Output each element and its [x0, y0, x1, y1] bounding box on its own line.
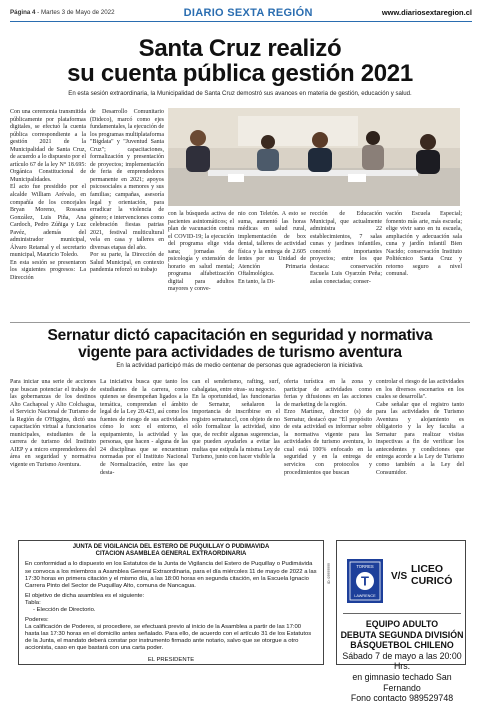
notice-objective: El objetivo de dicha asamblea es el siguiente: — [25, 592, 145, 599]
basketball-ad — [336, 540, 466, 704]
article1-col4: nio con Teletón. A esto se suma, aumentó las horas médicas en salud rural, implementación de box dental, talleres de actividad física y la entrega de 2.605 lentes por su Unidad de Atención Primaria Oftalmológica. En tanto, la Di- — [238, 211, 306, 285]
article1-photo — [168, 108, 460, 206]
logo-top-text: TORRES — [356, 564, 374, 569]
assembly-notice — [18, 540, 324, 665]
event-date: Sábado 7 de mayo a las 20:00 Hrs. — [342, 650, 462, 672]
page-header — [10, 4, 472, 22]
ad-divider — [343, 613, 461, 614]
notice-heading1: JUNTA DE VIGILANCIA DEL ESTERO DE PUQUILLAY O PUDIMAVIDA — [72, 544, 270, 550]
notice-powers-text: La calificación de Poderes, si procediere, se efectuará previo al inicio de la Asamblea a partir de las 17:00 hasta las 17:30 horas en el domicilio antes señalado. Para ello, de acuerdo con el artículo 31 de los Estatutos de la Junta, el mandato deberá constar por instrumento firmado ante notario, salvo que se otorgue a otro accionista, caso en que bastará con una carta poder. — [25, 624, 312, 652]
article1-title-line1: Santa Cruz realizó — [138, 35, 342, 62]
article1-col3: con la búsqueda activa de pacientes asintomáticos; el plan de vacunación contra el COVID-19; la ejecución del programa elige vida sana; jornadas de psicología y extensión de horario en salud mental; programa alfabetización digital para adultos mayores y conve- — [168, 211, 234, 293]
event-league: BÁSQUETBOL CHILENO — [350, 640, 454, 651]
website-link[interactable]: www.diariosextaregion.cl — [381, 8, 472, 17]
notice-powers-label: Poderes: — [25, 617, 49, 624]
article1-title-line2: su cuenta pública gestión 2021 — [67, 60, 413, 87]
versus-label: V/S — [391, 571, 408, 582]
article2-subtitle: En la actividad participó más de medio centenar de personas que agradecieron la iniciativa. — [116, 362, 364, 369]
section-divider — [10, 322, 470, 323]
article2-col3: can el senderismo, rafting, surf, cabalgatas, entre otras- su negocio. En la oportunidad, las funcionarias de Sernatur, señalaron la importancia de inscribirse en el registro sernatur.cl, con objeto de no sólo formalizar la actividad, sino que, de recibir algunas sugerencias, que pueden ayudarles a evitar las multas que estipula la misma Ley de Turismo, junto con hacer visible la — [192, 379, 280, 461]
article1-col5: rección de Educación Municipal, que actualmente administra 22 establecimientos, 7 salas cunas y jardines infantiles, concretó importantes proyectos; entre los que destaca: conservación Escuela Luis Oyarzún Peña; aulas conectadas; conser- — [310, 211, 382, 285]
event-venue: en gimnasio techado San Fernando — [352, 671, 452, 693]
article1-subtitle: En esta sesión extraordinaria, la Municipalidad de Santa Cruz demostró sus avances en materia de gestión, educación y salud. — [68, 90, 412, 97]
event-contact: Fono contacto 989529748 — [350, 693, 454, 704]
article2-col2: La iniciativa busca que tanto los estudiantes de la carrera, como quienes se desempeñan ligados a la temática, comprendan el ámbito legal de la Ley 20.423, así como los fuentes de riesgo de sus actividades cómo lo son: el entorno, el equipamiento, la actividad y las personas, que hacen - alguna de las 24 disciplinas que se encuentran normadas por el Instituto Nacional de Normalización, entre las que desta- — [100, 379, 188, 476]
article2-col4: oferta turística en la zona y participar de actividades como ferias y difusiones en las acciones de marketing de la región. Erzo Martínez, director (s) de Sernatur, destacó que "El propósito de esta actividad es informar sobre la normativa vigente para las actividades de turismo aventura, lo cual está 100% enfocado en la seguridad y en la entrega de servicios con protocolos y procedimientos que buscan — [284, 379, 372, 476]
page-date-line — [10, 9, 115, 16]
article2-title-line2: vigente para actividades de turismo aventura — [78, 344, 402, 361]
logo-bottom-text: LAWRENCE — [354, 594, 376, 598]
logo-letter: T — [361, 573, 369, 589]
issue-date: - Martes 3 de Mayo de 2022 — [35, 9, 115, 16]
article2-title — [0, 327, 480, 361]
notice-agenda-item: - Elección de Directorio. — [33, 606, 96, 613]
notice-code: ID: 09999999 — [327, 563, 331, 585]
article1-col6: vación Escuela Especial; fomento más arte, más escuela; elige vivir sano en tu escuela, ampliación y adecuación sala cuna y jardín infantil Bien Nacido; conservación Instituto Politécnico Santa Cruz y retorno seguro a nivel comunal. — [386, 211, 462, 278]
article1-col1: Con una ceremonia transmitida públicamente por plataformas digitales, se efectuó la cuenta pública correspondiente a la gestión 2021 de la Municipalidad de Santa Cruz, de acuerdo a lo dispuesto por el artículo 67 de la ley N° 18.695: Orgánica Constitucional de Municipalidades. El acto fue presidido por el alcalde William Arévalo, en compañía de los concejales Bryan Moreno, Rossana González, Luis Piña, Ana Cardoch, Pedro Zúñiga y Luz Pavéz, además del administrador municipal, Álvaro Retamal y el secretario municipal, Mauricio Toledo. En esta sesión se presentaron los siguientes progresos: La Dirección — [10, 109, 86, 282]
newspaper-brand: DIARIO SEXTA REGIÓN — [183, 6, 313, 19]
article2-title-line1: Sernatur dictó capacitación en seguridad y normativa — [47, 327, 433, 344]
article2-col5: controlar el riesgo de las actividades en los diversos escenarios en los cuales se desarrolla". Cabe señalar que el registro tanto para las actividades de Turismo Aventura y alojamiento es obligatorio y la ley faculta a Sernatur para realizar visitas inspectivas a fin de verificar los antecedentes y condiciones que entrega acorde a la Ley de Turismo como también a la Ley del Consumidor. — [376, 379, 464, 476]
article1-title — [0, 36, 480, 86]
article2-col1: Para iniciar una serie de acciones que buscan potenciar el trabajo de las gobernanzas de los destinos Alto Cachapoal y Alto Colchagua, el Servicio Nacional de Turismo de la Región de O'Higgins, dictó una capacitación virtual a funcionarios municipales, estudiantes de la carrera de turismo del Instituto AIEP y a micro emprendedores del área en seguridad y normativa vigente en Turismo Aventura. — [10, 379, 96, 469]
opponent-name — [411, 563, 452, 587]
event-team: EQUIPO ADULTO — [365, 619, 439, 629]
notice-table-label: Tabla: — [25, 599, 41, 606]
club-logo — [347, 559, 383, 603]
opponent-line2: CURICÓ — [411, 575, 453, 587]
notice-body: En conformidad a lo dispuesto en los Estatutos de la Junta de Vigilancia del Estero de Puquillay o Pudimávida se convoca a los miembros a Asamblea General Extraordinaria, para el día miércoles 11 de mayo de 2022 a las 17:30 horas en primera citación y el mismo día, a las 18:00 horas en segunda citación, en la Escuela Ignacio Carrera Pinto del Sector de Puquillay Alto, comuna de Nancagua. — [25, 561, 317, 589]
notice-heading2: CITACION ASAMBLEA GENERAL EXTRAORDINARIA — [95, 551, 247, 558]
notice-signature: EL PRESIDENTE — [147, 656, 195, 663]
opponent-line1: LICEO — [411, 563, 444, 575]
event-details — [337, 619, 467, 704]
page-number: Página 4 — [10, 9, 36, 16]
article1-col2: de Desarrollo Comunitario (Dideco), marcó como ejes fundamentales, la ejecución de los programas multiplataforma "Bigdata" y "Juventud Santa Cruz"; capacitaciones, formalización y presentación de proyectos; implementación de feria de emprendedores permanente en 2021; apoyos psicosociales a menores y sus familias; campañas, asesoría legal y orientación, para erradicar la violencia de género; e intervenciones como celebración fiestas patrias 2021, festival multicultural vela en casa y talleres en diversas etapas del año. Por su parte, la Dirección de Salud Municipal, en contexto pandemia reforzó su trabajo — [90, 109, 164, 274]
event-debut: DEBUTA SEGUNDA DIVISIÓN — [340, 629, 464, 640]
